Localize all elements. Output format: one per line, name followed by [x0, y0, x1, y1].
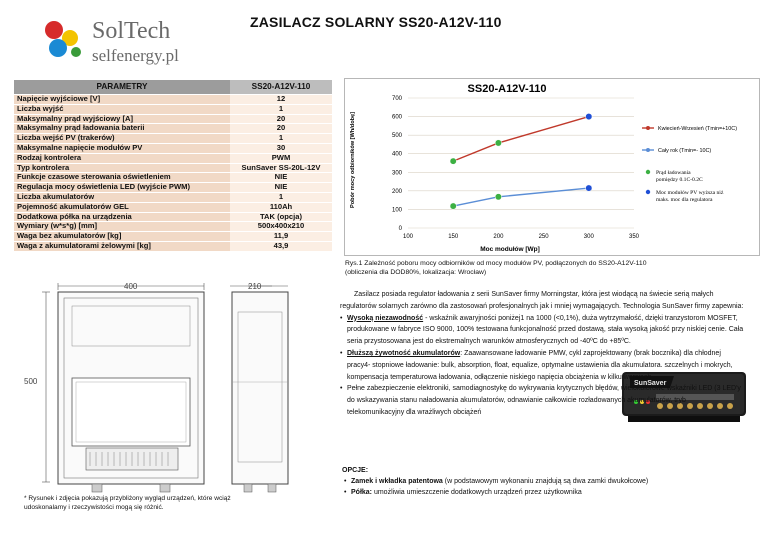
x-tick-label: 100 — [402, 234, 414, 240]
chart-caption — [345, 259, 755, 277]
param-value: 1 — [230, 192, 332, 202]
table-row — [14, 104, 332, 114]
param-value: 43,9 — [230, 241, 332, 251]
logo-dots-icon — [40, 16, 90, 66]
table-row — [14, 232, 332, 242]
y-tick-label: 0 — [398, 226, 402, 232]
param-value: PWM — [230, 153, 332, 163]
page-title: ZASILACZ SOLARNY SS20-A12V-110 — [250, 14, 502, 30]
param-label: Rodzaj kontrolera — [14, 153, 230, 163]
intro-text: Zasilacz posiada regulator ładowania z serii SunSaver firmy Morningstar, która jest wiodącą na świecie serią małych regulatorów solarnych zarówno dla zastosowań profesjonalnych jak i mniej wymagających. Technologia SunSaver firmy zapewnia: — [340, 291, 744, 310]
y-tick-label: 400 — [391, 151, 402, 158]
param-value: 110Ah — [230, 202, 332, 212]
feature-item — [340, 313, 745, 348]
x-tick-label: 350 — [628, 234, 640, 240]
x-tick-label: 250 — [538, 234, 549, 240]
option-text: (w podstawowym wykonaniu znajdują są dwa zamki dwukołcowe) — [442, 478, 649, 485]
param-label: Waga z akumulatorami żelowymi [kg] — [14, 241, 230, 251]
description-intro — [340, 289, 745, 313]
chart-frame — [345, 79, 760, 256]
logo-site: selfenergy.pl — [92, 46, 179, 65]
footnote: * Rysunek i zdjęcia pokazują przybliżony wygląd urządzeń, które wciąż udoskonalamy i rzeczywistości mogą się różnić. — [24, 495, 231, 511]
param-value: 1 — [230, 134, 332, 144]
param-label: Typ kontrolera — [14, 163, 230, 173]
logo-brand: SolTech — [92, 18, 171, 44]
legend-marker — [646, 148, 650, 152]
option-text: umożliwia umieszczenie dodatkowych urządzeń przez użytkownika — [372, 489, 582, 496]
table-row — [14, 153, 332, 163]
options-heading: OPCJE: — [342, 467, 369, 474]
dimension-width: 400 — [124, 282, 138, 291]
feature-item — [340, 348, 745, 383]
table-row — [14, 192, 332, 202]
y-tick-label: 300 — [391, 170, 402, 177]
option-item — [344, 487, 750, 498]
dimension-depth: 210 — [248, 282, 262, 291]
param-label: Regulacja mocy oświetlenia LED (wyjście PWM) — [14, 183, 230, 193]
x-tick-label: 300 — [583, 234, 594, 240]
y-tick-label: 700 — [391, 96, 402, 102]
param-value: 20 — [230, 124, 332, 134]
parameters-table — [14, 80, 332, 252]
data-point — [586, 113, 592, 119]
param-value: TAK (opcja) — [230, 212, 332, 222]
table-header-parameters: PARAMETRY — [14, 80, 230, 95]
table-row — [14, 202, 332, 212]
feature-text: - wskaźnik awaryjności poniżej1 na 1000 (<0,1%), duża wytrzymałość, dzięki tranzystorom MOSFET, produkowane w fabryce ISO 9000, 100% testowana funkcjonalność przed dostawą, stała wysoką jakość przy niskiej cenie. Cała seria przystosowana jest do ekstremalnych warunków atmosferycznych od -40ºC do +85ºC. — [347, 314, 744, 346]
param-value: SunSaver SS-20L-12V — [230, 163, 332, 173]
param-value: NIE — [230, 183, 332, 193]
option-item — [344, 476, 750, 487]
features-list — [340, 313, 745, 419]
legend-marker — [646, 170, 650, 174]
dimension-height: 500 — [24, 377, 38, 386]
option-title: Zamek i wkładka patentowa — [351, 478, 443, 485]
feature-title: Dłuższą żywotność akumulatorów — [347, 349, 461, 357]
param-value: 20 — [230, 114, 332, 124]
option-title: Półka: — [351, 489, 373, 496]
description-block — [340, 289, 745, 419]
table-row — [14, 183, 332, 193]
param-label: Liczba wejść PV (trakerów) — [14, 134, 230, 144]
y-tick-label: 500 — [391, 133, 402, 140]
feature-item — [340, 383, 745, 418]
param-value: 1 — [230, 104, 332, 114]
param-label: Liczba akumulatorów — [14, 192, 230, 202]
legend-note: Moc modułów PV wyższa niż maks. moc dla regulatora — [656, 190, 724, 203]
table-row — [14, 134, 332, 144]
legend-marker — [646, 190, 650, 194]
controller-brand: SunSaver — [634, 380, 667, 387]
feature-text: : Zaawansowane ładowanie PMW, cykl zaprojektowany (brak bocznika) dla chłodnej pracy4- stopniowe ładowanie: bulk, absorption, float, equalize, optymalne ustawienia dla akumulatora. szczelnych i mokrych, kompensacja temperaturowa ładowania, odłączenie niskiego napięcia obciążenia w kilku wersjach — [347, 349, 733, 381]
param-value: 11,9 — [230, 232, 332, 242]
param-label: Napięcie wyjściowe [V] — [14, 95, 230, 105]
param-value: 500x400x210 — [230, 222, 332, 232]
table-row — [14, 241, 332, 251]
table-header-row — [14, 80, 332, 95]
caption-line-2: (obliczenia dla DOD80%, lokalizacja: Wrocław) — [345, 269, 487, 276]
table-header-model: SS20-A12V-110 — [230, 80, 332, 95]
x-tick-label: 150 — [448, 234, 459, 240]
param-label: Maksymalny prąd ładowania baterii — [14, 124, 230, 134]
param-value: 12 — [230, 95, 332, 105]
x-axis-label: Moc modułów [Wp] — [480, 246, 540, 253]
options-list — [344, 476, 750, 498]
power-chart — [344, 78, 760, 256]
param-label: Maksymalne napięcie modułów PV — [14, 143, 230, 153]
company-logo — [40, 14, 200, 70]
param-label: Waga bez akumulatorów [kg] — [14, 232, 230, 242]
legend-label: Kwiecień-Wrzesień (Tmin=+10C) — [658, 126, 737, 132]
y-axis-label: Pobór mocy odbiorników [Wh/dobę] — [350, 111, 356, 209]
y-tick-label: 100 — [391, 207, 402, 214]
param-value: NIE — [230, 173, 332, 183]
data-point — [495, 194, 501, 200]
chart-title: SS20-A12V-110 — [467, 83, 547, 95]
options-block — [340, 465, 750, 498]
y-tick-label: 200 — [391, 188, 402, 195]
param-value: 30 — [230, 143, 332, 153]
y-tick-label: 600 — [391, 114, 402, 121]
data-point — [450, 203, 456, 209]
data-point — [586, 185, 592, 191]
legend-note: Prąd ładowania pomiędzy 0.1C-0.2C — [656, 170, 703, 183]
table-row — [14, 95, 332, 105]
x-tick-label: 200 — [493, 234, 504, 240]
feature-text: Pełne zabezpieczenie elektroniki, samodiagnostykę do wykrywania krytycznych błędów, wielokolorowe wskaźniki LED (3 LED'y do wskazywania stanu naładowania akumulatorów, odnawianie całkowicie rozładowanych akumulatorów, tryb telekomunikacyjny dla wrażliwych obciążeń — [347, 385, 741, 416]
enclosure-drawing — [20, 282, 330, 502]
param-label: Wymiary (w*s*g) [mm] — [14, 222, 230, 232]
param-label: Pojemność akumulatorów GEL — [14, 202, 230, 212]
data-point — [450, 158, 456, 164]
legend-label: Cały rok (Tmin=- 10C) — [658, 148, 712, 154]
param-label: Liczba wyjść — [14, 104, 230, 114]
param-label: Dodatkowa półka na urządzenia — [14, 212, 230, 222]
data-point — [495, 140, 501, 146]
param-label: Maksymalny prąd wyjściowy [A] — [14, 114, 230, 124]
table-row — [14, 143, 332, 153]
caption-line-1: Rys.1 Zależność poboru mocy odbiorników od mocy modułów PV, podłączonych do SS20-A12V-110 — [345, 260, 647, 267]
param-label: Funkcje czasowe sterowania oświetleniem — [14, 173, 230, 183]
legend-marker — [646, 126, 650, 130]
feature-title: Wysoką niezawodność — [347, 314, 424, 322]
